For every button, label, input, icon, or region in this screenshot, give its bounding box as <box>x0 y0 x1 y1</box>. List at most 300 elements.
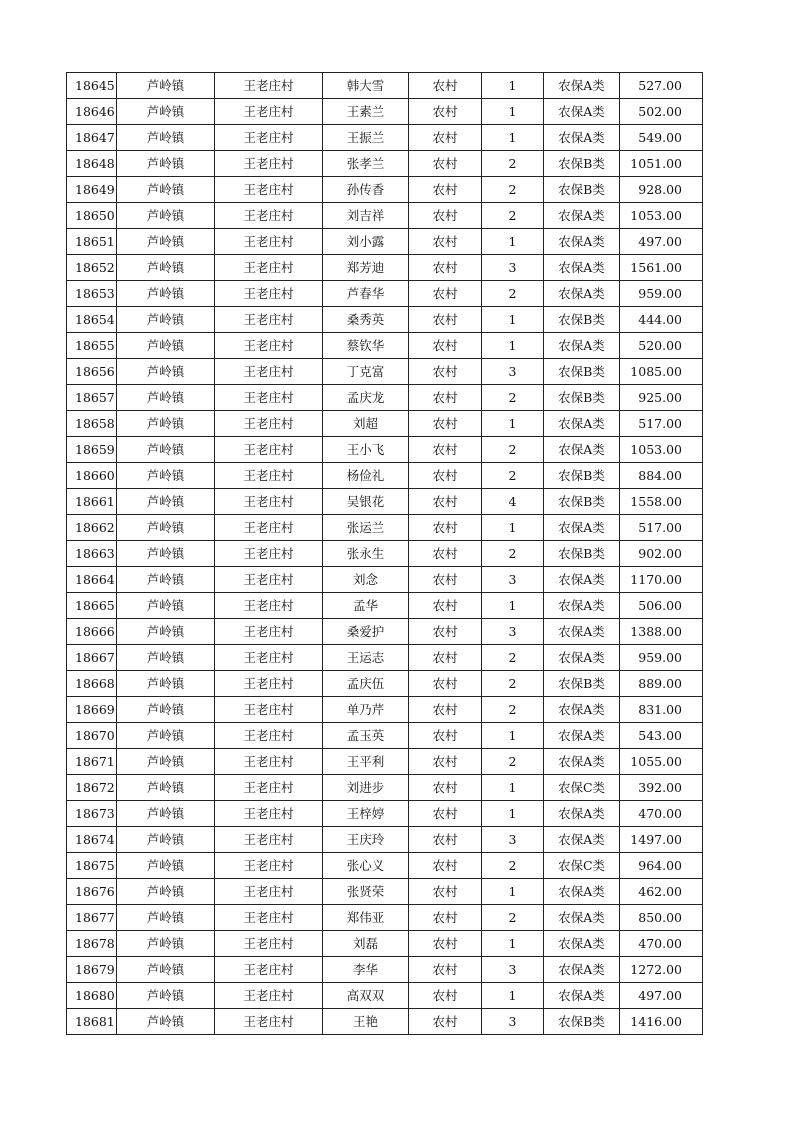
town-cell: 芦岭镇 <box>117 931 215 957</box>
area-type-cell: 农村 <box>409 983 482 1009</box>
name-cell: 刘磊 <box>323 931 409 957</box>
household-count-cell: 1 <box>482 73 544 99</box>
household-count-cell: 3 <box>482 359 544 385</box>
amount-cell: 925.00 <box>620 385 703 411</box>
area-type-cell: 农村 <box>409 255 482 281</box>
household-count-cell: 1 <box>482 723 544 749</box>
record-id-cell: 18669 <box>67 697 117 723</box>
town-cell: 芦岭镇 <box>117 489 215 515</box>
record-id-cell: 18670 <box>67 723 117 749</box>
amount-cell: 520.00 <box>620 333 703 359</box>
household-count-cell: 2 <box>482 203 544 229</box>
household-count-cell: 3 <box>482 957 544 983</box>
area-type-cell: 农村 <box>409 333 482 359</box>
category-cell: 农保A类 <box>544 983 620 1009</box>
village-cell: 王老庄村 <box>215 489 323 515</box>
category-cell: 农保A类 <box>544 73 620 99</box>
area-type-cell: 农村 <box>409 73 482 99</box>
town-cell: 芦岭镇 <box>117 905 215 931</box>
town-cell: 芦岭镇 <box>117 957 215 983</box>
record-id-cell: 18666 <box>67 619 117 645</box>
table-row <box>67 125 703 151</box>
category-cell: 农保A类 <box>544 957 620 983</box>
record-id-cell: 18676 <box>67 879 117 905</box>
town-cell: 芦岭镇 <box>117 723 215 749</box>
household-count-cell: 1 <box>482 411 544 437</box>
town-cell: 芦岭镇 <box>117 593 215 619</box>
category-cell: 农保B类 <box>544 385 620 411</box>
area-type-cell: 农村 <box>409 489 482 515</box>
amount-cell: 1558.00 <box>620 489 703 515</box>
table-row <box>67 281 703 307</box>
table-row <box>67 307 703 333</box>
record-id-cell: 18681 <box>67 1009 117 1035</box>
amount-cell: 543.00 <box>620 723 703 749</box>
amount-cell: 959.00 <box>620 281 703 307</box>
category-cell: 农保A类 <box>544 645 620 671</box>
town-cell: 芦岭镇 <box>117 645 215 671</box>
area-type-cell: 农村 <box>409 749 482 775</box>
table-row <box>67 671 703 697</box>
town-cell: 芦岭镇 <box>117 359 215 385</box>
amount-cell: 1388.00 <box>620 619 703 645</box>
name-cell: 王运志 <box>323 645 409 671</box>
record-id-cell: 18667 <box>67 645 117 671</box>
amount-cell: 470.00 <box>620 931 703 957</box>
household-count-cell: 3 <box>482 1009 544 1035</box>
household-count-cell: 2 <box>482 749 544 775</box>
table-row <box>67 541 703 567</box>
area-type-cell: 农村 <box>409 541 482 567</box>
name-cell: 单乃芹 <box>323 697 409 723</box>
area-type-cell: 农村 <box>409 723 482 749</box>
area-type-cell: 农村 <box>409 307 482 333</box>
amount-cell: 506.00 <box>620 593 703 619</box>
village-cell: 王老庄村 <box>215 73 323 99</box>
amount-cell: 850.00 <box>620 905 703 931</box>
town-cell: 芦岭镇 <box>117 151 215 177</box>
amount-cell: 517.00 <box>620 411 703 437</box>
village-cell: 王老庄村 <box>215 281 323 307</box>
area-type-cell: 农村 <box>409 775 482 801</box>
record-id-cell: 18655 <box>67 333 117 359</box>
village-cell: 王老庄村 <box>215 827 323 853</box>
village-cell: 王老庄村 <box>215 1009 323 1035</box>
record-id-cell: 18648 <box>67 151 117 177</box>
amount-cell: 1055.00 <box>620 749 703 775</box>
category-cell: 农保C类 <box>544 775 620 801</box>
category-cell: 农保B类 <box>544 307 620 333</box>
category-cell: 农保B类 <box>544 463 620 489</box>
record-id-cell: 18665 <box>67 593 117 619</box>
record-id-cell: 18663 <box>67 541 117 567</box>
name-cell: 王振兰 <box>323 125 409 151</box>
name-cell: 刘进步 <box>323 775 409 801</box>
record-id-cell: 18662 <box>67 515 117 541</box>
household-count-cell: 1 <box>482 931 544 957</box>
area-type-cell: 农村 <box>409 593 482 619</box>
table-row <box>67 1009 703 1035</box>
town-cell: 芦岭镇 <box>117 697 215 723</box>
table-row <box>67 593 703 619</box>
name-cell: 高双双 <box>323 983 409 1009</box>
name-cell: 孟庆伍 <box>323 671 409 697</box>
table-row <box>67 567 703 593</box>
record-id-cell: 18661 <box>67 489 117 515</box>
village-cell: 王老庄村 <box>215 151 323 177</box>
record-id-cell: 18660 <box>67 463 117 489</box>
name-cell: 杨俭礼 <box>323 463 409 489</box>
town-cell: 芦岭镇 <box>117 749 215 775</box>
table-row <box>67 697 703 723</box>
household-count-cell: 2 <box>482 281 544 307</box>
area-type-cell: 农村 <box>409 801 482 827</box>
category-cell: 农保B类 <box>544 671 620 697</box>
area-type-cell: 农村 <box>409 567 482 593</box>
category-cell: 农保B类 <box>544 151 620 177</box>
town-cell: 芦岭镇 <box>117 203 215 229</box>
record-id-cell: 18678 <box>67 931 117 957</box>
village-cell: 王老庄村 <box>215 983 323 1009</box>
village-cell: 王老庄村 <box>215 541 323 567</box>
name-cell: 张运兰 <box>323 515 409 541</box>
town-cell: 芦岭镇 <box>117 125 215 151</box>
category-cell: 农保B类 <box>544 541 620 567</box>
category-cell: 农保A类 <box>544 567 620 593</box>
category-cell: 农保B类 <box>544 1009 620 1035</box>
record-id-cell: 18651 <box>67 229 117 255</box>
name-cell: 桑秀英 <box>323 307 409 333</box>
record-id-cell: 18654 <box>67 307 117 333</box>
category-cell: 农保A类 <box>544 749 620 775</box>
village-cell: 王老庄村 <box>215 359 323 385</box>
category-cell: 农保A类 <box>544 827 620 853</box>
record-id-cell: 18679 <box>67 957 117 983</box>
household-count-cell: 2 <box>482 905 544 931</box>
category-cell: 农保A类 <box>544 255 620 281</box>
amount-cell: 462.00 <box>620 879 703 905</box>
category-cell: 农保A类 <box>544 905 620 931</box>
household-count-cell: 1 <box>482 333 544 359</box>
name-cell: 王平利 <box>323 749 409 775</box>
category-cell: 农保A类 <box>544 723 620 749</box>
table-row <box>67 801 703 827</box>
category-cell: 农保A类 <box>544 125 620 151</box>
village-cell: 王老庄村 <box>215 671 323 697</box>
village-cell: 王老庄村 <box>215 385 323 411</box>
amount-cell: 470.00 <box>620 801 703 827</box>
category-cell: 农保A类 <box>544 619 620 645</box>
household-count-cell: 2 <box>482 151 544 177</box>
household-count-cell: 1 <box>482 775 544 801</box>
category-cell: 农保A类 <box>544 801 620 827</box>
amount-cell: 1051.00 <box>620 151 703 177</box>
table-row <box>67 411 703 437</box>
table-row <box>67 99 703 125</box>
amount-cell: 964.00 <box>620 853 703 879</box>
table-row <box>67 255 703 281</box>
table-row <box>67 983 703 1009</box>
name-cell: 孟玉英 <box>323 723 409 749</box>
name-cell: 孟庆龙 <box>323 385 409 411</box>
table-row <box>67 905 703 931</box>
record-id-cell: 18645 <box>67 73 117 99</box>
amount-cell: 884.00 <box>620 463 703 489</box>
area-type-cell: 农村 <box>409 463 482 489</box>
town-cell: 芦岭镇 <box>117 281 215 307</box>
record-id-cell: 18650 <box>67 203 117 229</box>
household-count-cell: 1 <box>482 983 544 1009</box>
town-cell: 芦岭镇 <box>117 333 215 359</box>
name-cell: 张孝兰 <box>323 151 409 177</box>
table-row <box>67 73 703 99</box>
household-count-cell: 2 <box>482 645 544 671</box>
town-cell: 芦岭镇 <box>117 411 215 437</box>
amount-cell: 889.00 <box>620 671 703 697</box>
household-count-cell: 2 <box>482 177 544 203</box>
area-type-cell: 农村 <box>409 1009 482 1035</box>
area-type-cell: 农村 <box>409 411 482 437</box>
household-count-cell: 3 <box>482 567 544 593</box>
amount-cell: 527.00 <box>620 73 703 99</box>
name-cell: 刘念 <box>323 567 409 593</box>
amount-cell: 1053.00 <box>620 203 703 229</box>
village-cell: 王老庄村 <box>215 229 323 255</box>
town-cell: 芦岭镇 <box>117 983 215 1009</box>
name-cell: 郑伟亚 <box>323 905 409 931</box>
category-cell: 农保A类 <box>544 879 620 905</box>
table-row <box>67 619 703 645</box>
household-count-cell: 1 <box>482 229 544 255</box>
name-cell: 王小飞 <box>323 437 409 463</box>
village-cell: 王老庄村 <box>215 619 323 645</box>
table-row <box>67 229 703 255</box>
area-type-cell: 农村 <box>409 177 482 203</box>
household-count-cell: 1 <box>482 801 544 827</box>
village-cell: 王老庄村 <box>215 437 323 463</box>
area-type-cell: 农村 <box>409 957 482 983</box>
record-id-cell: 18675 <box>67 853 117 879</box>
area-type-cell: 农村 <box>409 229 482 255</box>
area-type-cell: 农村 <box>409 359 482 385</box>
table-row <box>67 463 703 489</box>
amount-cell: 1561.00 <box>620 255 703 281</box>
record-id-cell: 18657 <box>67 385 117 411</box>
household-count-cell: 2 <box>482 437 544 463</box>
amount-cell: 1416.00 <box>620 1009 703 1035</box>
village-cell: 王老庄村 <box>215 905 323 931</box>
record-id-cell: 18671 <box>67 749 117 775</box>
record-id-cell: 18653 <box>67 281 117 307</box>
name-cell: 王梓婷 <box>323 801 409 827</box>
record-id-cell: 18649 <box>67 177 117 203</box>
record-id-cell: 18656 <box>67 359 117 385</box>
category-cell: 农保A类 <box>544 333 620 359</box>
village-cell: 王老庄村 <box>215 255 323 281</box>
household-count-cell: 1 <box>482 879 544 905</box>
amount-cell: 1497.00 <box>620 827 703 853</box>
amount-cell: 1085.00 <box>620 359 703 385</box>
village-cell: 王老庄村 <box>215 463 323 489</box>
town-cell: 芦岭镇 <box>117 307 215 333</box>
household-count-cell: 1 <box>482 307 544 333</box>
record-id-cell: 18652 <box>67 255 117 281</box>
name-cell: 张心义 <box>323 853 409 879</box>
village-cell: 王老庄村 <box>215 879 323 905</box>
name-cell: 张永生 <box>323 541 409 567</box>
household-count-cell: 2 <box>482 697 544 723</box>
village-cell: 王老庄村 <box>215 749 323 775</box>
village-cell: 王老庄村 <box>215 125 323 151</box>
table-row <box>67 645 703 671</box>
amount-cell: 497.00 <box>620 983 703 1009</box>
town-cell: 芦岭镇 <box>117 515 215 541</box>
category-cell: 农保A类 <box>544 515 620 541</box>
amount-cell: 1053.00 <box>620 437 703 463</box>
table-row <box>67 177 703 203</box>
table-row <box>67 333 703 359</box>
table-row <box>67 203 703 229</box>
amount-cell: 1170.00 <box>620 567 703 593</box>
name-cell: 孙传香 <box>323 177 409 203</box>
amount-cell: 549.00 <box>620 125 703 151</box>
table-row <box>67 957 703 983</box>
area-type-cell: 农村 <box>409 203 482 229</box>
table-row <box>67 853 703 879</box>
area-type-cell: 农村 <box>409 697 482 723</box>
category-cell: 农保A类 <box>544 411 620 437</box>
town-cell: 芦岭镇 <box>117 177 215 203</box>
table-row <box>67 151 703 177</box>
name-cell: 丁克富 <box>323 359 409 385</box>
area-type-cell: 农村 <box>409 931 482 957</box>
allowance-table <box>66 72 703 1035</box>
name-cell: 韩大雪 <box>323 73 409 99</box>
area-type-cell: 农村 <box>409 853 482 879</box>
household-count-cell: 2 <box>482 385 544 411</box>
name-cell: 蔡钦华 <box>323 333 409 359</box>
record-id-cell: 18659 <box>67 437 117 463</box>
name-cell: 刘超 <box>323 411 409 437</box>
village-cell: 王老庄村 <box>215 697 323 723</box>
table-body <box>67 73 703 1035</box>
table-row <box>67 775 703 801</box>
amount-cell: 831.00 <box>620 697 703 723</box>
category-cell: 农保B类 <box>544 177 620 203</box>
town-cell: 芦岭镇 <box>117 385 215 411</box>
town-cell: 芦岭镇 <box>117 73 215 99</box>
town-cell: 芦岭镇 <box>117 619 215 645</box>
name-cell: 吴银花 <box>323 489 409 515</box>
area-type-cell: 农村 <box>409 437 482 463</box>
town-cell: 芦岭镇 <box>117 827 215 853</box>
household-count-cell: 3 <box>482 619 544 645</box>
table-row <box>67 359 703 385</box>
area-type-cell: 农村 <box>409 151 482 177</box>
category-cell: 农保A类 <box>544 697 620 723</box>
table-row <box>67 515 703 541</box>
town-cell: 芦岭镇 <box>117 463 215 489</box>
category-cell: 农保B类 <box>544 489 620 515</box>
record-id-cell: 18680 <box>67 983 117 1009</box>
name-cell: 桑爱护 <box>323 619 409 645</box>
table-row <box>67 437 703 463</box>
town-cell: 芦岭镇 <box>117 775 215 801</box>
name-cell: 刘吉祥 <box>323 203 409 229</box>
name-cell: 孟华 <box>323 593 409 619</box>
category-cell: 农保C类 <box>544 853 620 879</box>
table-row <box>67 827 703 853</box>
village-cell: 王老庄村 <box>215 801 323 827</box>
name-cell: 李华 <box>323 957 409 983</box>
household-count-cell: 2 <box>482 671 544 697</box>
household-count-cell: 2 <box>482 853 544 879</box>
village-cell: 王老庄村 <box>215 931 323 957</box>
town-cell: 芦岭镇 <box>117 567 215 593</box>
record-id-cell: 18658 <box>67 411 117 437</box>
village-cell: 王老庄村 <box>215 515 323 541</box>
area-type-cell: 农村 <box>409 99 482 125</box>
table-row <box>67 723 703 749</box>
household-count-cell: 1 <box>482 125 544 151</box>
table-row <box>67 385 703 411</box>
name-cell: 郑芳迪 <box>323 255 409 281</box>
amount-cell: 392.00 <box>620 775 703 801</box>
record-id-cell: 18674 <box>67 827 117 853</box>
record-id-cell: 18677 <box>67 905 117 931</box>
name-cell: 张贤荣 <box>323 879 409 905</box>
town-cell: 芦岭镇 <box>117 1009 215 1035</box>
amount-cell: 959.00 <box>620 645 703 671</box>
amount-cell: 497.00 <box>620 229 703 255</box>
area-type-cell: 农村 <box>409 645 482 671</box>
category-cell: 农保A类 <box>544 203 620 229</box>
area-type-cell: 农村 <box>409 385 482 411</box>
category-cell: 农保A类 <box>544 437 620 463</box>
household-count-cell: 1 <box>482 99 544 125</box>
village-cell: 王老庄村 <box>215 567 323 593</box>
household-count-cell: 1 <box>482 593 544 619</box>
household-count-cell: 2 <box>482 541 544 567</box>
town-cell: 芦岭镇 <box>117 801 215 827</box>
area-type-cell: 农村 <box>409 827 482 853</box>
household-count-cell: 2 <box>482 463 544 489</box>
name-cell: 王艳 <box>323 1009 409 1035</box>
record-id-cell: 18668 <box>67 671 117 697</box>
amount-cell: 517.00 <box>620 515 703 541</box>
village-cell: 王老庄村 <box>215 203 323 229</box>
area-type-cell: 农村 <box>409 671 482 697</box>
town-cell: 芦岭镇 <box>117 255 215 281</box>
village-cell: 王老庄村 <box>215 957 323 983</box>
amount-cell: 1272.00 <box>620 957 703 983</box>
amount-cell: 928.00 <box>620 177 703 203</box>
record-id-cell: 18673 <box>67 801 117 827</box>
household-count-cell: 1 <box>482 515 544 541</box>
name-cell: 王素兰 <box>323 99 409 125</box>
village-cell: 王老庄村 <box>215 775 323 801</box>
village-cell: 王老庄村 <box>215 99 323 125</box>
area-type-cell: 农村 <box>409 905 482 931</box>
town-cell: 芦岭镇 <box>117 229 215 255</box>
town-cell: 芦岭镇 <box>117 541 215 567</box>
table-row <box>67 489 703 515</box>
area-type-cell: 农村 <box>409 125 482 151</box>
town-cell: 芦岭镇 <box>117 671 215 697</box>
category-cell: 农保A类 <box>544 99 620 125</box>
village-cell: 王老庄村 <box>215 177 323 203</box>
household-count-cell: 3 <box>482 827 544 853</box>
